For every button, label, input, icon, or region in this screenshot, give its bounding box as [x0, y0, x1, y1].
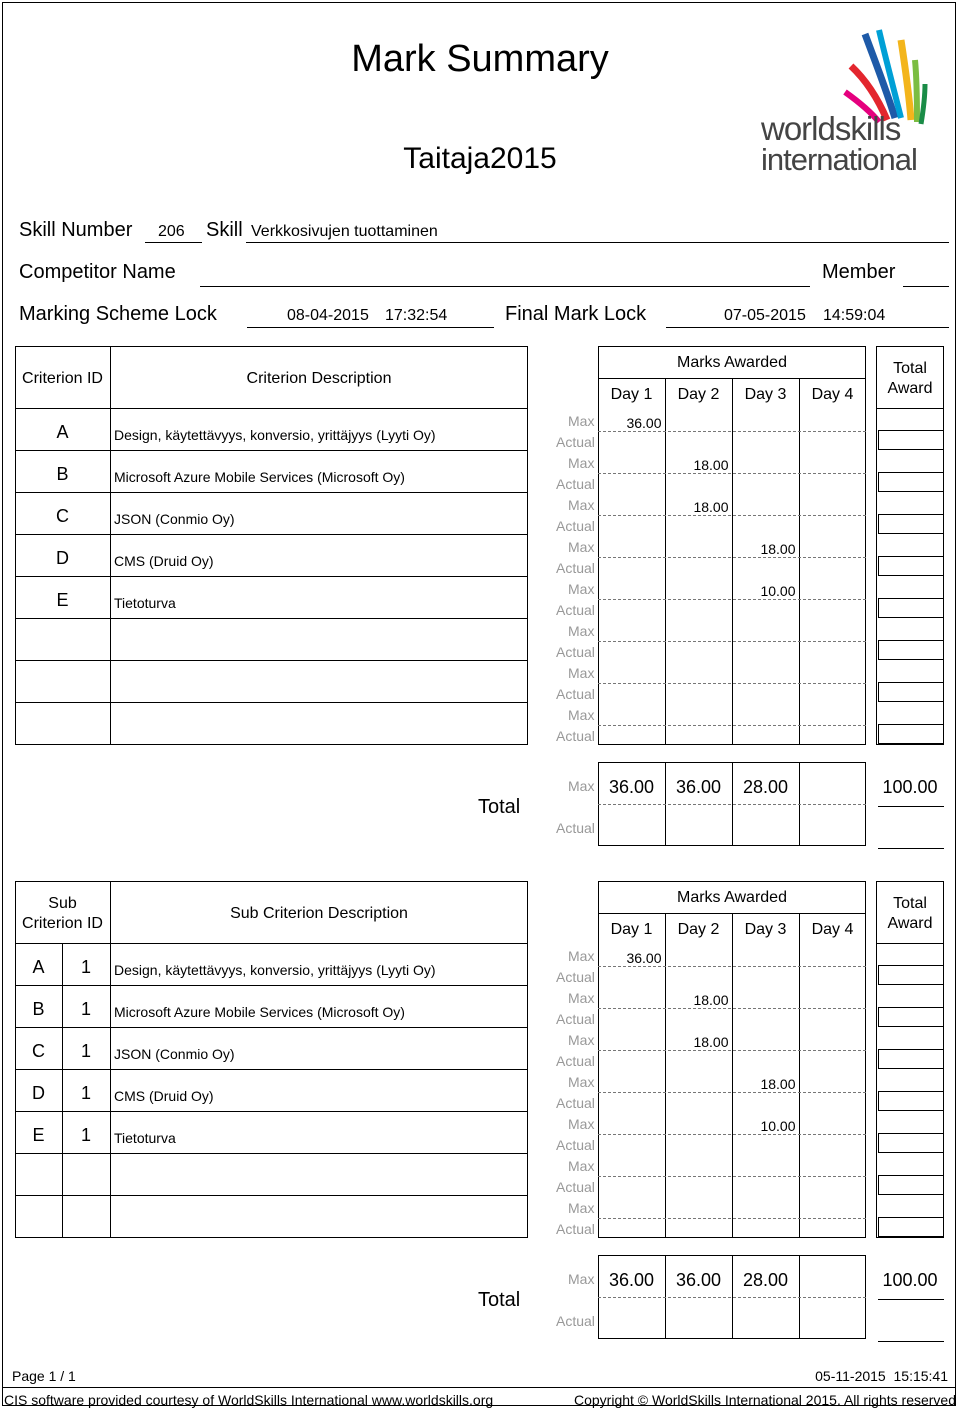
total-award-field: [878, 965, 944, 985]
max-label: Max: [568, 1074, 595, 1090]
actual-label: Actual: [556, 1011, 595, 1027]
actual-label: Actual: [556, 434, 595, 450]
criterion-id: D: [32, 1083, 45, 1103]
criterion-description: Tietoturva: [114, 595, 176, 611]
sub-criterion-number: 1: [80, 1041, 91, 1061]
col-sub-id-2: Criterion ID: [22, 915, 103, 932]
max-label: Max: [568, 497, 595, 513]
actual-label: Actual: [556, 728, 595, 744]
footer-credit: CIS software provided courtesy of WorldSkills International www.worldskills.org: [4, 1392, 494, 1408]
total2-actual-label: Actual: [556, 1313, 595, 1329]
criterion-id: E: [56, 590, 69, 610]
total-day2: 36.00: [675, 777, 722, 797]
max-label: Max: [568, 581, 595, 597]
logo-text-line2: international: [761, 142, 917, 177]
total-award-field: [878, 682, 944, 702]
criterion-id: E: [32, 1125, 45, 1145]
actual-label: Actual: [556, 476, 595, 492]
criterion-description: CMS (Druid Oy): [114, 1088, 214, 1104]
page-number: Page 1 / 1: [12, 1368, 76, 1384]
criterion-description: Design, käytettävyys, konversio, yrittäjyys (Lyyti Oy): [114, 962, 436, 978]
total-award-field: [878, 514, 944, 534]
total-award-field: [878, 598, 944, 618]
page-subtitle: Taitaja2015: [403, 142, 557, 175]
max-label: Max: [568, 1200, 595, 1216]
total-award: 100.00: [882, 777, 938, 797]
actual-label: Actual: [556, 1095, 595, 1111]
max-label: Max: [568, 990, 595, 1006]
day2-max: 18.00: [693, 992, 729, 1008]
total-award-field: [878, 556, 944, 576]
col-criterion-id: Criterion ID: [22, 370, 103, 387]
actual-label: Actual: [556, 1179, 595, 1195]
sub-criterion-number: 1: [80, 1083, 91, 1103]
day3-max: 10.00: [760, 583, 796, 599]
total-award-field: [878, 640, 944, 660]
total-day1: 36.00: [608, 777, 655, 797]
criterion-description: JSON (Conmio Oy): [114, 1046, 235, 1062]
day2-header-2: Day 2: [677, 921, 720, 938]
total2-award: 100.00: [882, 1270, 938, 1290]
day3-max: 10.00: [760, 1118, 796, 1134]
page-title: Mark Summary: [351, 38, 609, 80]
day1-max: 36.00: [626, 950, 662, 966]
skill-number-label: Skill Number: [19, 219, 133, 241]
logo-text-line1: worldskills: [761, 110, 901, 147]
day2-max: 18.00: [693, 499, 729, 515]
criterion-id: B: [32, 999, 45, 1019]
total-award-field: [878, 724, 944, 744]
criterion-id: C: [32, 1041, 45, 1061]
competitor-name-label: Competitor Name: [19, 261, 176, 283]
actual-label: Actual: [556, 969, 595, 985]
sub-criterion-number: 1: [80, 999, 91, 1019]
col-sub-desc: Sub Criterion Description: [230, 905, 408, 922]
criterion-id: C: [56, 506, 69, 526]
skill-name-value: Verkkosivujen tuottaminen: [251, 223, 438, 240]
printed-timestamp: 05-11-2015 15:15:41: [815, 1368, 948, 1384]
day4-header: Day 4: [811, 386, 854, 403]
final-lock-time: 14:59:04: [823, 307, 886, 324]
total-award-field: [878, 1007, 944, 1027]
max-label: Max: [568, 707, 595, 723]
member-field: [903, 286, 949, 287]
actual-label: Actual: [556, 644, 595, 660]
criterion-description: JSON (Conmio Oy): [114, 511, 235, 527]
total-award-field: [878, 1175, 944, 1195]
sub-criterion-number: 1: [80, 1125, 91, 1145]
col-sub-id-1: Sub: [48, 895, 77, 912]
footer-copyright: Copyright © WorldSkills International 2015. All rights reserved: [573, 1392, 956, 1408]
final-lock-label: Final Mark Lock: [505, 303, 647, 325]
max-label: Max: [568, 539, 595, 555]
total-award-header2-2: Award: [887, 915, 933, 932]
member-label: Member: [822, 261, 896, 283]
actual-label: Actual: [556, 560, 595, 576]
day2-header: Day 2: [677, 386, 720, 403]
day1-header-2: Day 1: [610, 921, 653, 938]
actual-label: Actual: [556, 1221, 595, 1237]
day4-header-2: Day 4: [811, 921, 854, 938]
max-label: Max: [568, 413, 595, 429]
total-award-header2-1: Total: [893, 895, 927, 912]
total-award-field: [878, 430, 944, 450]
scheme-lock-time: 17:32:54: [385, 307, 448, 324]
total-label: Total: [478, 796, 521, 818]
total-award-field: [878, 1133, 944, 1153]
max-label: Max: [568, 1116, 595, 1132]
max-label: Max: [568, 455, 595, 471]
col-criterion-desc: Criterion Description: [246, 370, 392, 387]
max-label: Max: [568, 665, 595, 681]
criterion-description: CMS (Druid Oy): [114, 553, 214, 569]
day3-max: 18.00: [760, 541, 796, 557]
day1-max: 36.00: [626, 415, 662, 431]
total-award-field: [878, 1049, 944, 1069]
total-award-field: [878, 472, 944, 492]
actual-label: Actual: [556, 686, 595, 702]
marks-awarded-header-2: Marks Awarded: [677, 889, 787, 906]
criterion-description: Design, käytettävyys, konversio, yrittäjyys (Lyyti Oy): [114, 427, 436, 443]
actual-label: Actual: [556, 1137, 595, 1153]
day3-header-2: Day 3: [744, 921, 787, 938]
criterion-description: Microsoft Azure Mobile Services (Microsoft Oy): [114, 469, 405, 485]
day3-header: Day 3: [744, 386, 787, 403]
total2-max-label: Max: [568, 1271, 595, 1287]
total-award-header-1: Total: [893, 360, 927, 377]
criterion-id: A: [56, 422, 69, 442]
day2-max: 18.00: [693, 457, 729, 473]
day1-header: Day 1: [610, 386, 653, 403]
sub-criterion-number: 1: [80, 957, 91, 977]
total2-day2: 36.00: [675, 1270, 722, 1290]
total-award-field: [878, 1091, 944, 1111]
max-label: Max: [568, 948, 595, 964]
actual-label: Actual: [556, 518, 595, 534]
skill-number-value: 206: [158, 223, 185, 240]
total-label-2: Total: [478, 1289, 521, 1311]
competitor-name-field: [200, 286, 810, 287]
worldskills-logo: [755, 26, 935, 178]
criterion-description: Tietoturva: [114, 1130, 176, 1146]
skill-label: Skill: [206, 219, 243, 241]
max-label: Max: [568, 1158, 595, 1174]
criterion-description: Microsoft Azure Mobile Services (Microsoft Oy): [114, 1004, 405, 1020]
criterion-id: D: [56, 548, 69, 568]
max-label: Max: [568, 623, 595, 639]
criterion-id: A: [32, 957, 45, 977]
total-award-field: [878, 1217, 944, 1237]
total2-day3: 28.00: [742, 1270, 789, 1290]
scheme-lock-label: Marking Scheme Lock: [19, 303, 217, 325]
actual-label: Actual: [556, 602, 595, 618]
day2-max: 18.00: [693, 1034, 729, 1050]
actual-label: Actual: [556, 1053, 595, 1069]
marks-awarded-header: Marks Awarded: [677, 354, 787, 371]
total2-day1: 36.00: [608, 1270, 655, 1290]
total-day3: 28.00: [742, 777, 789, 797]
final-lock-date: 07-05-2015: [724, 307, 806, 324]
max-label: Max: [568, 1032, 595, 1048]
total-award-header-2: Award: [887, 380, 933, 397]
scheme-lock-date: 08-04-2015: [287, 307, 369, 324]
total-max-label: Max: [568, 778, 595, 794]
criterion-id: B: [56, 464, 69, 484]
total-actual-label: Actual: [556, 820, 595, 836]
day3-max: 18.00: [760, 1076, 796, 1092]
